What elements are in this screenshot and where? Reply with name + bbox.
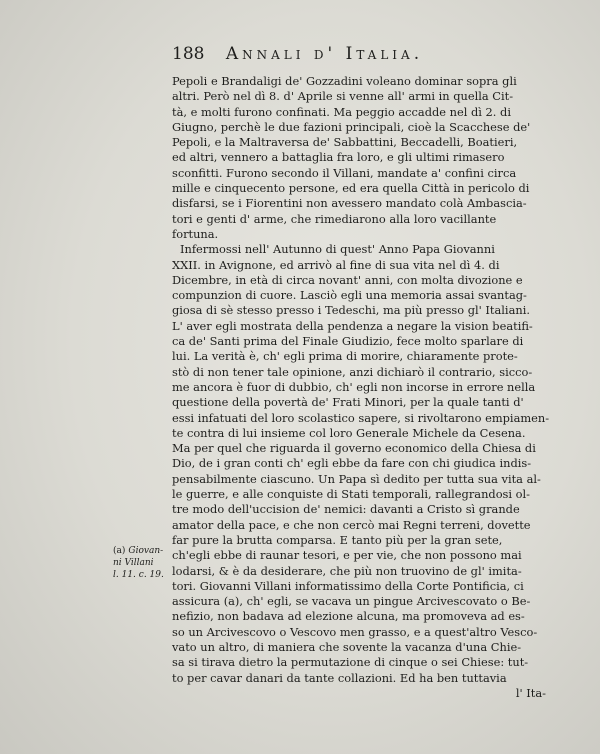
- text-line: lodarsi, & è da desiderare, che più non truovino de gl' imita-: [172, 563, 522, 578]
- text-line: far pure la brutta comparsa. E tanto più per la gran sete,: [172, 532, 503, 547]
- text-line: Infermossi nell' Autunno di quest' Anno Papa Giovanni: [180, 242, 495, 257]
- text-line: giosa di sè stesso presso i Tedeschi, ma più presso gl' Italiani.: [172, 303, 530, 318]
- text-line: te contra di lui insieme col loro Generale Michele da Cesena.: [172, 425, 526, 440]
- text-line: sconfitti. Furono secondo il Villani, mandate a' confini circa: [172, 165, 517, 180]
- page-number: 188: [172, 44, 205, 64]
- text-line: ca de' Santi prima del Finale Giudizio, fece molto sparlare di: [172, 334, 524, 349]
- text-line: compunzion di cuore. Lasciò egli una memoria assai svantag-: [172, 288, 527, 303]
- note-line: Giovan-: [128, 546, 164, 556]
- text-line: Ma per quel che riguarda il governo economico della Chiesa di: [172, 441, 536, 456]
- main-text: [172, 74, 550, 701]
- text-line: L' aver egli mostrata della pendenza a negare la vision beatifi-: [172, 318, 533, 333]
- text-line: ch'egli ebbe di raunar tesori, e per vie, che non possono mai: [172, 548, 522, 563]
- margin-note: [113, 545, 173, 581]
- text-line: stò di non tener tale opinione, anzi dichiarò il contrario, sicco-: [172, 364, 533, 379]
- text-line: altri. Però nel dì 8. d' Aprile si venne all' armi in quella Cit-: [172, 89, 514, 104]
- running-title: Annali d' Italia.: [225, 44, 424, 64]
- text-line: lui. La verità è, ch' egli prima di morire, chiaramente prote-: [172, 349, 518, 364]
- page-header: [172, 44, 532, 64]
- text-line: mille e cinquecento persone, ed era quella Città in pericolo di: [172, 181, 530, 196]
- text-line: amator della pace, e che non cercò mai Regni terreni, dovette: [172, 517, 531, 532]
- text-line: tre modo dell'uccision de' nemici: davanti a Cristo sì grande: [172, 502, 520, 517]
- text-line: assicura (a), ch' egli, se vacava un pingue Arcivescovato o Be-: [172, 594, 531, 609]
- note-line: ni Villani: [113, 558, 154, 568]
- text-line: questione della povertà de' Frati Minori, per la quale tanti d': [172, 395, 524, 410]
- text-line: pensabilmente ciascuno. Un Papa sì dedito per tutta sua vita al-: [172, 471, 541, 486]
- catchword: l' Ita-: [515, 685, 546, 700]
- text-line: tori e genti d' arme, che rimediarono alla loro vacillante: [172, 211, 497, 226]
- text-line: tà, e molti furono confinati. Ma peggio accadde nel dì 2. di: [172, 104, 511, 119]
- text-line: nefizio, non badava ad elezione alcuna, ma promoveva ad es-: [172, 609, 525, 624]
- text-line: Giugno, perchè le due fazioni principali, cioè la Scacchese de': [172, 119, 531, 134]
- text-line: to per cavar danari da tante collazioni. Ed ha ben tuttavia: [172, 670, 507, 685]
- text-line: disfarsi, se i Fiorentini non avessero mandato colà Ambascia-: [172, 196, 527, 211]
- text-line: ed altri, vennero a battaglia fra loro, e gli ultimi rimasero: [172, 150, 505, 165]
- text-line: Dio, de i gran conti ch' egli ebbe da fare con chi giudica indis-: [172, 456, 532, 471]
- text-line: fortuna.: [172, 226, 219, 241]
- note-line: l. 11. c. 19.: [113, 570, 164, 580]
- text-line: essi infatuati del loro scolastico sapere, si rivoltarono empiamen-: [172, 410, 550, 425]
- text-line: Pepoli, e la Maltraversa de' Sabbattini, Beccadelli, Boatieri,: [172, 135, 518, 150]
- text-line: me ancora è fuor di dubbio, ch' egli non incorse in errore nella: [172, 379, 536, 394]
- text-line: Pepoli e Brandaligi de' Gozzadini voleano dominar sopra gli: [172, 74, 517, 88]
- text-line: sa si tirava dietro la permutazione di cinque o sei Chiese: tut-: [172, 655, 529, 670]
- text-line: Dicembre, in età di circa novant' anni, con molta divozione e: [172, 272, 523, 287]
- text-line: so un Arcivescovo o Vescovo men grasso, e a quest'altro Vesco-: [172, 624, 538, 639]
- text-line: vato un altro, di maniera che sovente la vacanza d'una Chie-: [172, 639, 522, 654]
- text-line: XXII. in Avignone, ed arrivò al fine di sua vita nel dì 4. di: [172, 257, 500, 272]
- text-line: tori. Giovanni Villani informatissimo della Corte Pontificia, ci: [172, 578, 524, 593]
- text-line: le guerre, e alle conquiste di Stati temporali, rallegrandosi ol-: [172, 487, 531, 502]
- note-tag: (a): [113, 546, 126, 556]
